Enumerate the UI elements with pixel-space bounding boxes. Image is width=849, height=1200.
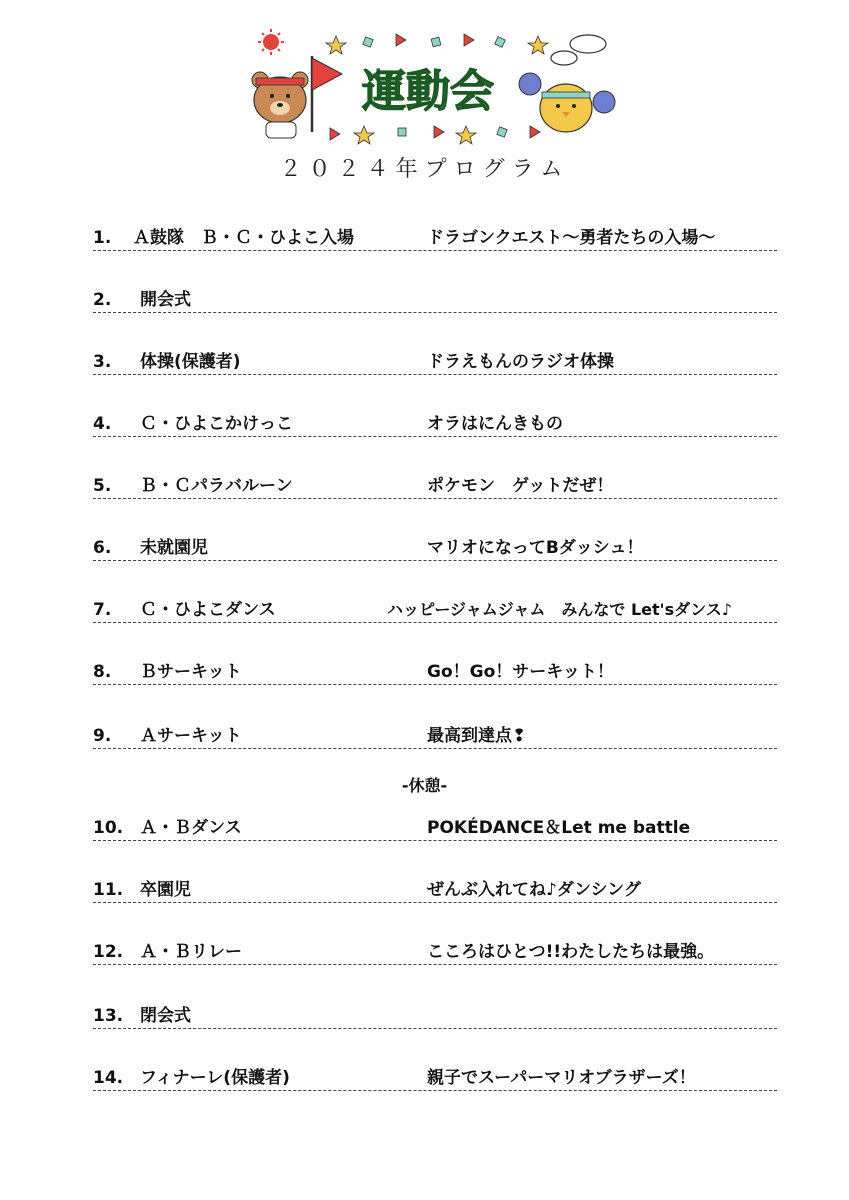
program-music: オラはにんきもの xyxy=(427,414,563,434)
program-event: 卒園児 xyxy=(140,880,191,900)
program-event: Ａ鼓隊 Ｂ・Ｃ・ひよこ入場 xyxy=(133,228,354,248)
program-event: Ｃ・ひよこかけっこ xyxy=(140,414,293,434)
program-music: ハッピージャムジャム みんなで Let'sダンス♪ xyxy=(387,600,732,619)
program-music: こころはひとつ!!わたしたちは最強。 xyxy=(427,942,715,962)
chick-with-pompoms-icon xyxy=(519,73,615,132)
program-music: 最高到達点❢ xyxy=(427,726,527,746)
program-row xyxy=(93,288,777,313)
program-number: 10. xyxy=(93,818,124,838)
program-event: フィナーレ(保護者) xyxy=(140,1068,290,1088)
break-label: -休憩- xyxy=(401,776,448,795)
cloud-icon xyxy=(551,35,606,65)
sports-day-banner xyxy=(238,28,618,150)
program-number: 9. xyxy=(93,726,112,746)
program-subtitle: ２０２４年プログラム xyxy=(279,157,570,182)
program-music: ドラゴンクエスト～勇者たちの入場～ xyxy=(427,228,716,248)
program-music: POKÉDANCE＆Let me battle xyxy=(427,818,691,838)
program-row xyxy=(93,1004,777,1029)
banner-illustration xyxy=(238,28,618,150)
program-music: ぜんぶ入れてね♪ダンシング xyxy=(427,880,641,900)
program-music: 親子でスーパーマリオブラザーズ！ xyxy=(427,1068,696,1088)
program-event: 開会式 xyxy=(140,290,191,310)
program-number: 14. xyxy=(93,1068,124,1088)
sun-icon xyxy=(258,29,284,55)
program-music: ドラえもんのラジオ体操 xyxy=(427,352,614,372)
program-number: 5. xyxy=(93,476,112,496)
program-event: Ｂ・Ｃパラバルーン xyxy=(140,476,293,496)
program-number: 6. xyxy=(93,538,112,558)
program-number: 2. xyxy=(93,290,112,310)
program-music: Go！Go！サーキット！ xyxy=(427,662,614,682)
banner-title: 運動会 xyxy=(362,66,494,117)
program-row xyxy=(93,226,777,251)
program-number: 11. xyxy=(93,880,124,900)
program-number: 1. xyxy=(93,228,112,248)
program-row xyxy=(93,536,777,561)
program-number: 13. xyxy=(93,1006,124,1026)
program-event: Ａ・Ｂダンス xyxy=(140,818,242,838)
program-row xyxy=(93,1066,777,1091)
program-number: 4. xyxy=(93,414,112,434)
bear-with-flag-icon xyxy=(252,56,342,138)
program-event: Ａサーキット xyxy=(140,726,242,746)
program-event: Ａ・Ｂリレー xyxy=(140,942,242,962)
program-number: 12. xyxy=(93,942,124,962)
program-event: 未就園児 xyxy=(140,538,208,558)
program-row xyxy=(93,412,777,437)
program-row xyxy=(93,660,777,685)
program-event: 閉会式 xyxy=(140,1006,191,1026)
program-row xyxy=(93,940,777,965)
program-music: マリオになってBダッシュ！ xyxy=(427,538,644,558)
program-row xyxy=(93,350,777,375)
program-event: Ｂサーキット xyxy=(140,662,242,682)
program-event: 体操(保護者) xyxy=(140,352,241,372)
program-number: 7. xyxy=(93,600,112,620)
program-number: 8. xyxy=(93,662,112,682)
program-row xyxy=(93,724,777,749)
program-row xyxy=(93,816,777,841)
program-number: 3. xyxy=(93,352,112,372)
program-row xyxy=(93,598,777,623)
program-row xyxy=(93,474,777,499)
program-event: Ｃ・ひよこダンス xyxy=(140,600,276,620)
program-row xyxy=(93,878,777,903)
program-music: ポケモン ゲットだぜ！ xyxy=(427,476,614,496)
